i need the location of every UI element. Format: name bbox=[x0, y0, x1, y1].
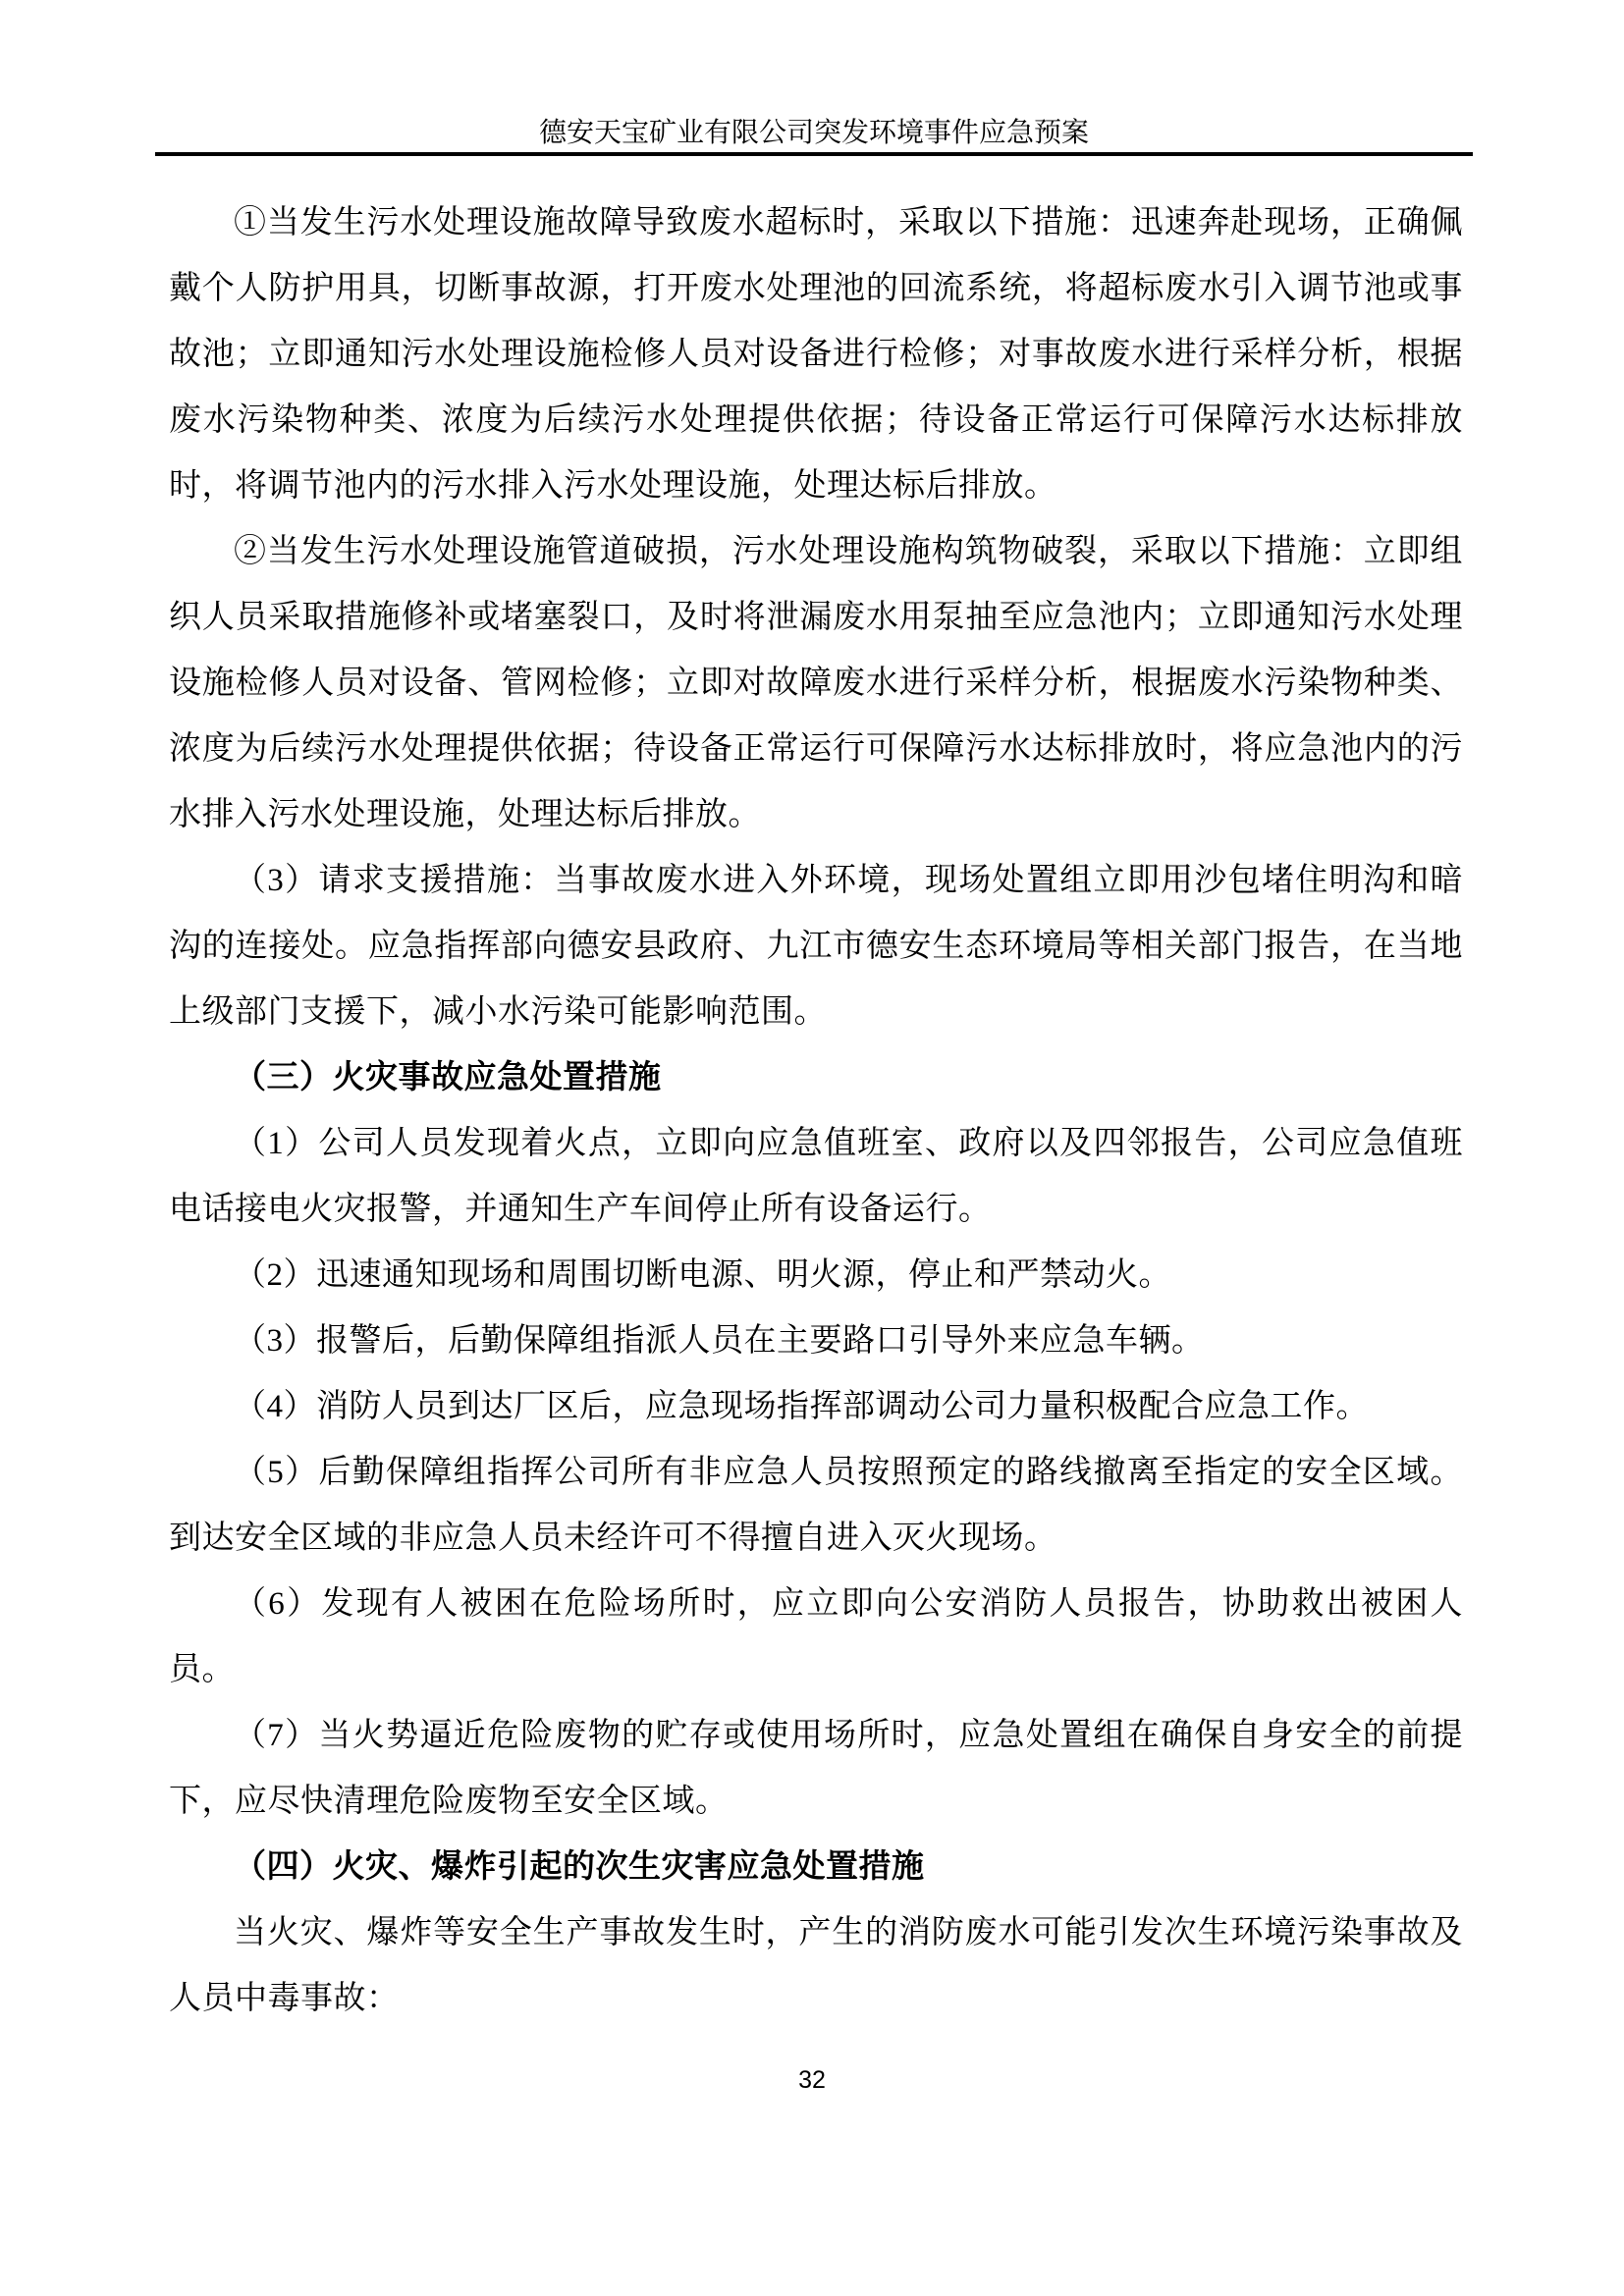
paragraph: （3）报警后，后勤保障组指派人员在主要路口引导外来应急车辆。 bbox=[234, 1323, 1205, 1359]
section-heading: （三）火灾事故应急处置措施 bbox=[234, 1060, 662, 1095]
paragraph: 当火灾、爆炸等安全生产事故发生时，产生的消防废水可能引发次生环境污染事故及人员中毒事故： bbox=[169, 1915, 1463, 2016]
paragraph: （2）迅速通知现场和周围切断电源、明火源，停止和严禁动火。 bbox=[234, 1257, 1171, 1293]
paragraph: （1）公司人员发现着火点，立即向应急值班室、政府以及四邻报告，公司应急值班电话接电火灾报警，并通知生产车间停止所有设备运行。 bbox=[169, 1126, 1463, 1227]
paragraph: （7）当火势逼近危险废物的贮存或使用场所时，应急处置组在确保自身安全的前提下，应尽快清理危险废物至安全区域。 bbox=[169, 1718, 1463, 1819]
paragraph: （4）消防人员到达厂区后，应急现场指挥部调动公司力量积极配合应急工作。 bbox=[234, 1389, 1369, 1424]
paragraph: ①当发生污水处理设施故障导致废水超标时，采取以下措施：迅速奔赴现场，正确佩戴个人防护用具，切断事故源，打开废水处理池的回流系统，将超标废水引入调节池或事故池；立即通知污水处理设施检修人员对设备进行检修；对事故废水进行采样分析，根据废水污染物种类、浓度为后续污水处理提供依据；待设备正常运行可保障污水达标排放时，将调节池内的污水排入污水处理设施，处理达标后排放。 bbox=[169, 205, 1463, 504]
page-number: 32 bbox=[798, 2066, 826, 2094]
paragraph: （6）发现有人被困在危险场所时，应立即向公安消防人员报告，协助救出被困人员。 bbox=[169, 1586, 1463, 1687]
paragraph: （3）请求支援措施：当事故废水进入外环境，现场处置组立即用沙包堵住明沟和暗沟的连接处。应急指挥部向德安县政府、九江市德安生态环境局等相关部门报告，在当地上级部门支援下，减小水污染可能影响范围。 bbox=[169, 863, 1463, 1030]
header-divider-line bbox=[155, 152, 1473, 156]
page-header-title: 德安天宝矿业有限公司突发环境事件应急预案 bbox=[538, 118, 1089, 148]
paragraph: ②当发生污水处理设施管道破损，污水处理设施构筑物破裂，采取以下措施：立即组织人员采取措施修补或堵塞裂口，及时将泄漏废水用泵抽至应急池内；立即通知污水处理设施检修人员对设备、管网检修；立即对故障废水进行采样分析，根据废水污染物种类、浓度为后续污水处理提供依据；待设备正常运行可保障污水达标排放时，将应急池内的污水排入污水处理设施，处理达标后排放。 bbox=[169, 534, 1463, 832]
section-heading: （四）火灾、爆炸引起的次生灾害应急处置措施 bbox=[234, 1849, 925, 1885]
paragraph: （5）后勤保障组指挥公司所有非应急人员按照预定的路线撤离至指定的安全区域。到达安全区域的非应急人员未经许可不得擅自进入灭火现场。 bbox=[169, 1455, 1463, 1556]
document-body bbox=[169, 190, 1463, 2032]
